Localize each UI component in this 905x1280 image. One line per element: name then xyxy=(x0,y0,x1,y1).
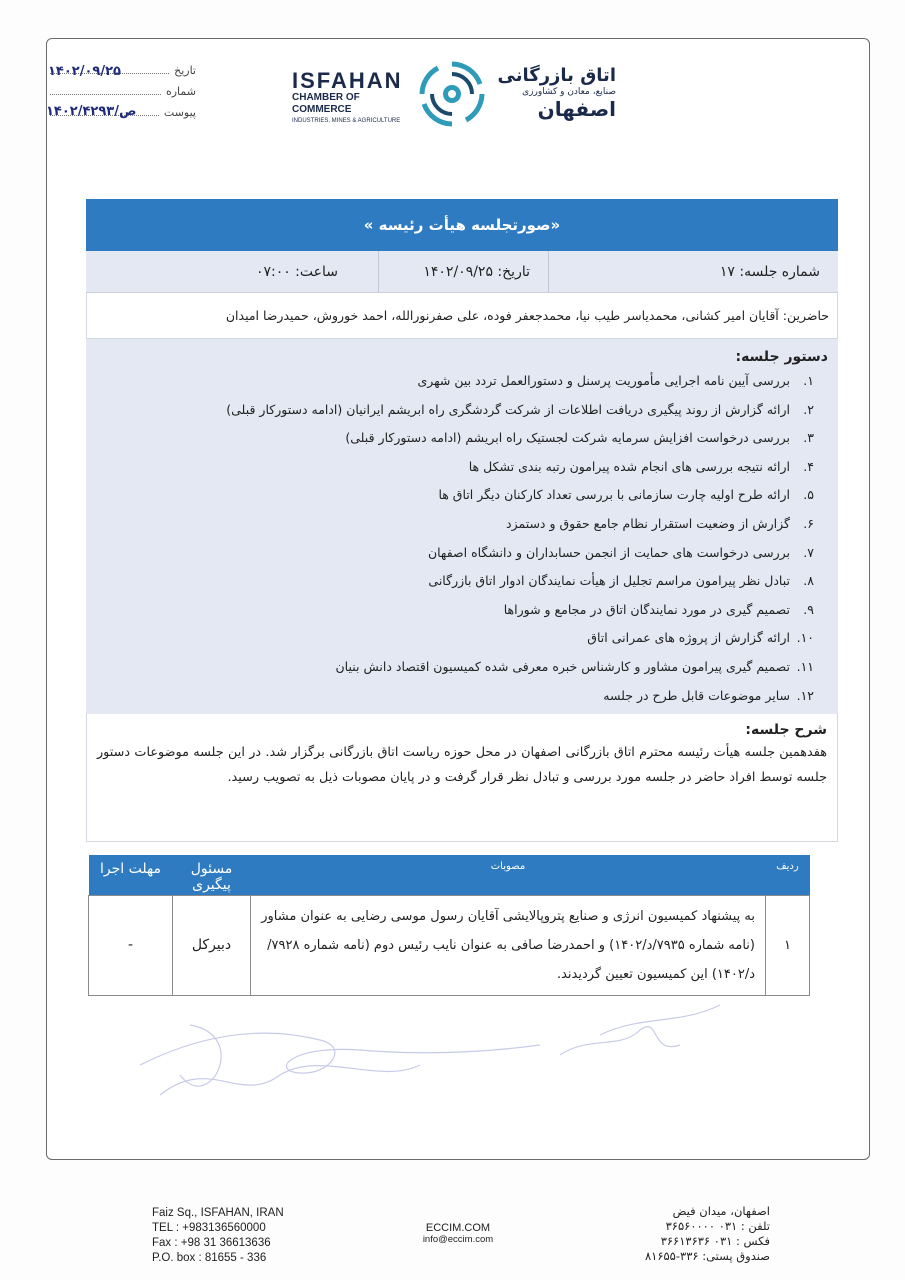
agenda-number: ۶. xyxy=(803,515,814,531)
attachment-label: پیوست xyxy=(163,106,196,119)
agenda-number: ۹. xyxy=(803,601,814,617)
agenda-list xyxy=(96,367,828,710)
list-item xyxy=(96,567,828,596)
footer-persian-address: اصفهان، میدان فیض تلفن : ۰۳۱ ۳۶۵۶۰۰۰۰ فکس : ۰۳۱ ۳۶۶۱۳۶۳۶ صندوق پستی: ۳۳۶-۸۱۶۵۵ xyxy=(644,1204,770,1263)
description-text: هفدهمین جلسه هیأت رئیسه محترم اتاق بازرگانی اصفهان در محل حوزه ریاست اتاق بازرگانی برگزار شد. در این جلسه موضوعات دستور جلسه توسط افراد حاضر در جلسه مورد بررسی و تبادل نظر قرار گرفت و در پایان مصوبات ذیل به تصویب رسید. xyxy=(97,745,827,786)
list-item xyxy=(96,481,828,510)
minutes-section xyxy=(86,199,838,842)
list-item xyxy=(96,653,828,682)
agenda-text: ارائه طرح اولیه چارت سازمانی با بررسی تعداد کارکنان دیگر اتاق ها xyxy=(438,487,790,503)
agenda-number: ۱۱. xyxy=(796,658,814,674)
agenda-text: گزارش از وضعیت استقرار نظام جامع حقوق و دستمزد xyxy=(506,515,790,531)
list-item xyxy=(96,424,828,453)
agenda-text: ارائه گزارش از روند پیگیری دریافت اطلاعات از شرکت گردشگری راه ابریشم ایرانیان (ادامه دستورکار قبلی) xyxy=(226,401,790,417)
list-item xyxy=(96,367,828,396)
session-number: شماره جلسه: ۱۷ xyxy=(548,251,838,292)
agenda-block xyxy=(86,339,838,714)
website-link[interactable]: ECCIM.COM xyxy=(425,1222,491,1234)
table-row xyxy=(89,895,810,995)
chamber-logo-icon xyxy=(416,58,488,130)
agenda-text: بررسی درخواست های حمایت از انجمن حسابداران و دانشگاه اصفهان xyxy=(427,544,790,560)
agenda-text: سایر موضوعات قابل طرح در جلسه xyxy=(603,687,790,703)
list-item xyxy=(96,396,828,425)
agenda-heading: دستور جلسه: xyxy=(735,349,828,365)
date-label: تاریخ xyxy=(174,64,196,77)
deadline-cell: - xyxy=(89,895,173,995)
agenda-text: ارائه نتیجه بررسی های انجام شده پیرامون رتبه بندی تشکل ها xyxy=(468,458,790,474)
agenda-number: ۱۲. xyxy=(796,687,814,703)
session-time: ساعت: ۰۷:۰۰ xyxy=(255,264,338,280)
header-deadline: مهلت اجرا xyxy=(89,855,173,895)
description-block xyxy=(86,714,838,842)
list-item xyxy=(96,539,828,568)
handwritten-number: ۱۴۰۲/ص/۴۲۹۳ xyxy=(46,104,137,119)
agenda-text: تبادل نظر پیرامون مراسم تجلیل از هیأت نمایندگان ادوار اتاق بازرگانی xyxy=(428,573,790,589)
agenda-number: ۷. xyxy=(803,544,814,560)
list-item xyxy=(96,453,828,482)
agenda-text: ارائه گزارش از پروژه های عمرانی اتاق xyxy=(587,630,790,646)
list-item xyxy=(96,624,828,653)
handwritten-date: ۱۴۰۲/۰۹/۲۵ xyxy=(48,64,121,79)
footer-english-address: Faiz Sq., ISFAHAN, IRAN TEL : +983136560000 Fax : +98 31 36613636 P.O. box : 81655 - 336 xyxy=(152,1207,284,1264)
description-heading: شرح جلسه: xyxy=(745,722,827,739)
agenda-text: بررسی آیین نامه اجرایی مأموریت پرسنل و دستورالعمل تردد بین شهری xyxy=(417,373,790,388)
header-responsible: مسئول پیگیری xyxy=(173,855,251,895)
attendees-line: حاضرین: آقایان امیر کشانی، محمدیاسر طیب نیا، محمدجعفر فوده، علی صفرنورالله، احمد خوروش، حمیدرضا امیدان xyxy=(86,293,838,339)
header-resolutions: مصوبات xyxy=(251,855,766,895)
responsible-cell: دبیرکل xyxy=(173,895,251,995)
row-number: ۱ xyxy=(766,895,810,995)
header-row-number: ردیف xyxy=(766,855,810,895)
logo-text-english: ISFAHAN CHAMBER OF COMMERCE INDUSTRIES, MINES & AGRICULTURE xyxy=(292,68,403,124)
email-link[interactable]: info@eccim.com xyxy=(422,1234,494,1245)
agenda-number: ۲. xyxy=(803,401,814,417)
resolution-text: به پیشنهاد کمیسیون انرژی و صنایع پتروپالایشی آقایان رسول موسی رضایی به عنوان مشاور (نامه شماره ۷۹۳۵/د/۱۴۰۲) و احمدرضا صافی به عنوان نایب رئیس دوم (نامه شماره ۷۹۲۸/د/۱۴۰۲) این کمیسیون تعیین گردیدند. xyxy=(251,895,766,995)
number-label: شماره xyxy=(165,85,196,98)
list-item xyxy=(96,510,828,539)
agenda-text: بررسی درخواست افزایش سرمایه شرکت لجستیک راه ابریشم (ادامه دستورکار قبلی) xyxy=(345,430,790,446)
agenda-number: ۱. xyxy=(803,373,814,388)
agenda-number: ۱۰. xyxy=(796,630,814,646)
session-date: تاریخ: ۱۴۰۲/۰۹/۲۵ xyxy=(378,251,548,292)
session-info-row xyxy=(86,251,838,293)
agenda-text: تصمیم گیری در مورد نمایندگان اتاق در مجامع و شوراها xyxy=(503,601,790,617)
minutes-title: «صورتجلسه هیأت رئیسه » xyxy=(86,199,838,251)
resolutions-table xyxy=(88,855,810,996)
footer-web xyxy=(413,1222,503,1245)
list-item xyxy=(96,596,828,625)
list-item xyxy=(96,682,828,711)
logo-text-persian: اتاق بازرگانی صنایع، معادن و کشاورزی اصفهان xyxy=(497,65,616,121)
agenda-text: تصمیم گیری پیرامون مشاور و کارشناس خبره معرفی شده کمیسیون اقتصاد دانش بنیان xyxy=(335,658,790,674)
agenda-number: ۸. xyxy=(803,573,814,589)
agenda-number: ۵. xyxy=(803,487,814,503)
agenda-number: ۳. xyxy=(803,430,814,446)
agenda-number: ۴. xyxy=(803,458,814,474)
signature-scribble xyxy=(120,995,740,1125)
